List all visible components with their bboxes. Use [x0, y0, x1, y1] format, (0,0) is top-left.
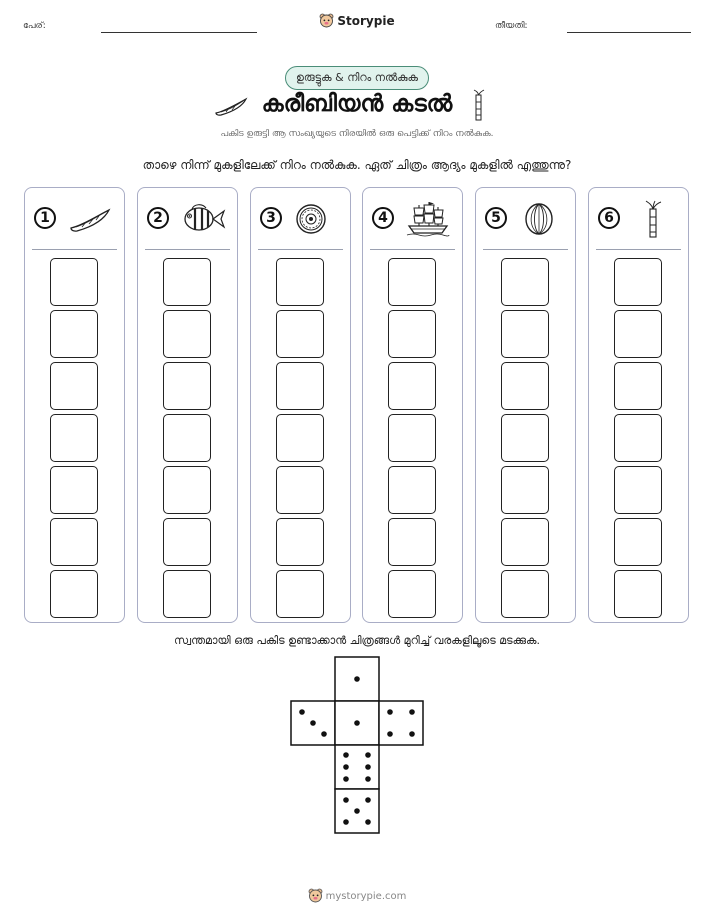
- column-number: 2: [147, 207, 169, 229]
- color-box[interactable]: [501, 362, 549, 410]
- dice-pip: [365, 797, 371, 803]
- column-6: [588, 187, 689, 623]
- dice-pip: [365, 752, 371, 758]
- color-box[interactable]: [388, 518, 436, 566]
- color-box[interactable]: [50, 414, 98, 462]
- page-subtitle: പകിട ഉരുട്ടി ആ സംഖ്യയുടെ നിരയിൽ ഒരു പെട്ടിക്ക് നിറം നൽകുക.: [220, 129, 494, 139]
- color-box[interactable]: [50, 466, 98, 514]
- dice-instruction-text: സ്വന്തമായി ഒരു പകിട ഉണ്ടാക്കാൻ ചിത്രങ്ങൾ മുറിച്ച് വരകളിലൂടെ മടക്കുക.: [174, 634, 540, 647]
- color-box[interactable]: [501, 258, 549, 306]
- color-box[interactable]: [614, 466, 662, 514]
- storypie-mascot-icon: [308, 888, 323, 904]
- brand-name: Storypie: [337, 14, 395, 28]
- dice-pip: [321, 731, 327, 737]
- dice-pip: [354, 676, 360, 682]
- color-box[interactable]: [501, 466, 549, 514]
- dice-pip: [354, 720, 360, 726]
- color-box[interactable]: [276, 570, 324, 618]
- column-number: 1: [34, 207, 56, 229]
- column-divider: [370, 249, 455, 250]
- dice-pip: [299, 709, 305, 715]
- dice-pip: [409, 731, 415, 737]
- column-number: 3: [260, 207, 282, 229]
- color-box[interactable]: [163, 414, 211, 462]
- column-divider: [258, 249, 343, 250]
- color-box[interactable]: [50, 570, 98, 618]
- name-label: പേര്:: [23, 21, 46, 31]
- color-box[interactable]: [276, 518, 324, 566]
- color-box[interactable]: [388, 570, 436, 618]
- steel-drum-icon: [293, 200, 339, 238]
- color-box[interactable]: [614, 258, 662, 306]
- column-3: [250, 187, 351, 623]
- dice-pip: [343, 776, 349, 782]
- instruction-text: താഴെ നിന്ന് മുകളിലേക്ക് നിറം നൽകുക. ഏത് ചിത്രം ആദ്യം മുകളിൽ എത്തുന്നു?: [142, 158, 572, 172]
- column-5: [475, 187, 576, 623]
- column-divider: [596, 249, 681, 250]
- color-box[interactable]: [276, 258, 324, 306]
- color-box[interactable]: [501, 414, 549, 462]
- color-box[interactable]: [388, 362, 436, 410]
- color-box[interactable]: [50, 518, 98, 566]
- color-box[interactable]: [501, 518, 549, 566]
- activity-badge: ഉരുട്ടുക & നിറം നൽകുക: [285, 66, 429, 90]
- column-4: [362, 187, 463, 623]
- color-box[interactable]: [388, 466, 436, 514]
- date-line[interactable]: [567, 32, 691, 33]
- storypie-mascot-icon: [319, 13, 334, 29]
- dice-pip: [387, 709, 393, 715]
- dice-pip: [343, 797, 349, 803]
- color-box[interactable]: [276, 414, 324, 462]
- column-number: 5: [485, 207, 507, 229]
- dice-pip: [343, 819, 349, 825]
- color-box[interactable]: [50, 258, 98, 306]
- footer: [0, 888, 714, 907]
- column-number: 6: [598, 207, 620, 229]
- color-box[interactable]: [163, 362, 211, 410]
- color-box[interactable]: [614, 570, 662, 618]
- sailing-ship-icon: [405, 200, 451, 238]
- color-box[interactable]: [614, 414, 662, 462]
- color-box[interactable]: [50, 310, 98, 358]
- dice-pip: [365, 764, 371, 770]
- nutmeg-icon: [518, 200, 564, 238]
- date-label: തീയതി:: [495, 21, 528, 31]
- color-box[interactable]: [163, 570, 211, 618]
- color-box[interactable]: [614, 310, 662, 358]
- color-box[interactable]: [163, 466, 211, 514]
- color-box[interactable]: [163, 310, 211, 358]
- dice-pip: [365, 819, 371, 825]
- color-box[interactable]: [276, 362, 324, 410]
- color-box[interactable]: [388, 310, 436, 358]
- canoe-icon: [67, 200, 113, 238]
- color-box[interactable]: [614, 518, 662, 566]
- color-box[interactable]: [501, 310, 549, 358]
- tropical-fish-icon: [180, 200, 226, 238]
- column-divider: [32, 249, 117, 250]
- column-1: [24, 187, 125, 623]
- dice-pip: [310, 720, 316, 726]
- dice-pip: [354, 808, 360, 814]
- color-box[interactable]: [276, 310, 324, 358]
- dice-pip: [343, 752, 349, 758]
- sugarcane-icon: [472, 89, 486, 121]
- dice-face-below: [335, 745, 379, 789]
- color-box[interactable]: [614, 362, 662, 410]
- dice-pip: [409, 709, 415, 715]
- column-2: [137, 187, 238, 623]
- color-box[interactable]: [388, 414, 436, 462]
- dice-pip: [343, 764, 349, 770]
- footer-url[interactable]: mystorypie.com: [325, 890, 407, 902]
- color-box[interactable]: [388, 258, 436, 306]
- color-box[interactable]: [276, 466, 324, 514]
- dice-pip: [387, 731, 393, 737]
- dice-pip: [365, 776, 371, 782]
- brand-logo: [0, 13, 714, 33]
- color-box[interactable]: [501, 570, 549, 618]
- sugarcane-icon: [631, 200, 677, 238]
- color-box[interactable]: [163, 518, 211, 566]
- column-divider: [145, 249, 230, 250]
- column-number: 4: [372, 207, 394, 229]
- color-box[interactable]: [50, 362, 98, 410]
- dice-net: [290, 656, 426, 836]
- column-divider: [483, 249, 568, 250]
- dice-face-right: [379, 701, 423, 745]
- color-box[interactable]: [163, 258, 211, 306]
- page-title: കരീബിയൻ കടൽ: [261, 91, 453, 117]
